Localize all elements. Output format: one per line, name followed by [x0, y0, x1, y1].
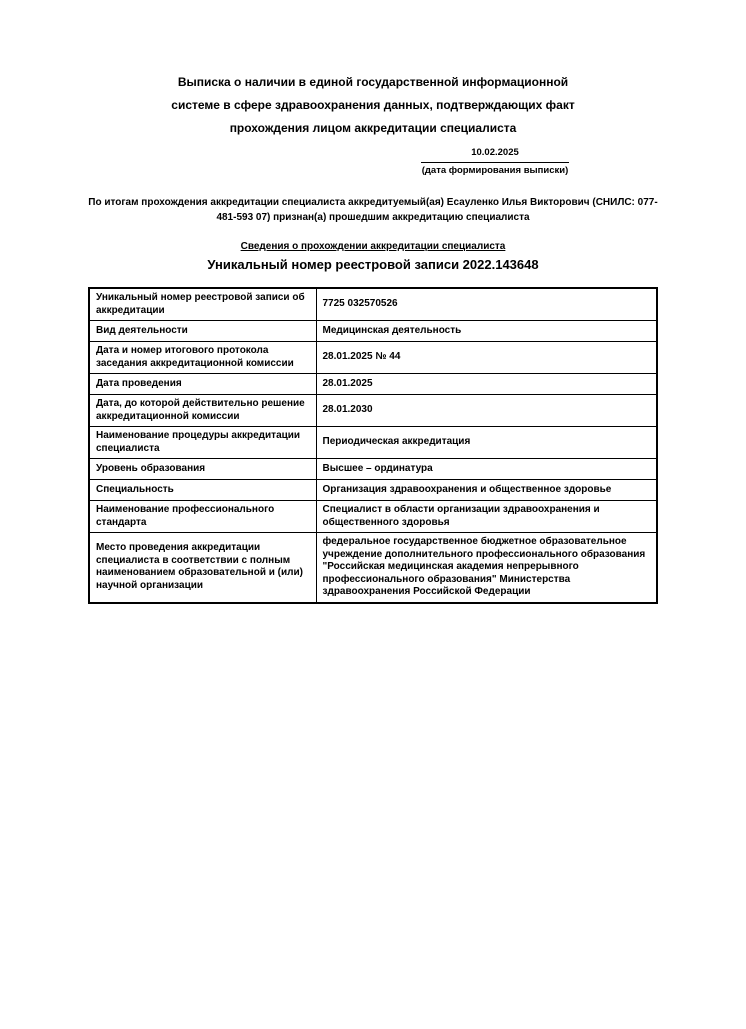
row-value: 28.01.2025 № 44	[316, 342, 657, 374]
table-row	[89, 427, 657, 459]
page-title-line-1: Выписка о наличии в единой государственной информационной	[177, 75, 569, 89]
row-value: Высшее – ординатура	[316, 459, 657, 480]
row-value: Организация здравоохранения и общественное здоровье	[316, 480, 657, 501]
row-value: 28.01.2030	[316, 395, 657, 427]
row-label: Дата и номер итогового протокола заседания аккредитационной комиссии	[89, 342, 316, 374]
table-row	[89, 342, 657, 374]
row-value: Специалист в области организации здравоохранения и общественного здоровья	[316, 501, 657, 533]
extract-date: 10.02.2025	[421, 147, 569, 163]
table-row	[89, 288, 657, 321]
row-label: Дата проведения	[89, 374, 316, 395]
row-label: Дата, до которой действительно решение аккредитационной комиссии	[89, 395, 316, 427]
table-row	[89, 533, 657, 603]
registry-number-heading: Уникальный номер реестровой записи 2022.143648	[207, 257, 539, 272]
section-heading: Сведения о прохождении аккредитации специалиста	[240, 241, 506, 252]
table-row	[89, 459, 657, 480]
table-row	[89, 480, 657, 501]
table-row	[89, 395, 657, 427]
row-value: Периодическая аккредитация	[316, 427, 657, 459]
table-row	[89, 374, 657, 395]
extract-date-block	[421, 147, 569, 177]
row-label: Вид деятельности	[89, 321, 316, 342]
table-row	[89, 321, 657, 342]
page-title-line-2: системе в сфере здравоохранения данных, подтверждающих факт	[171, 98, 575, 112]
row-value: Медицинская деятельность	[316, 321, 657, 342]
row-label: Наименование профессионального стандарта	[89, 501, 316, 533]
row-label: Место проведения аккредитации специалиста в соответствии с полным наименованием образовательной и (или) научной организации	[89, 533, 316, 603]
row-label: Уникальный номер реестровой записи об аккредитации	[89, 288, 316, 321]
table-row	[89, 501, 657, 533]
intro-paragraph: По итогам прохождения аккредитации специалиста аккредитуемый(ая) Есауленко Илья Викторович (СНИЛС: 077-481-593 07) признан(а) прошедшим аккредитацию специалиста	[88, 197, 658, 223]
row-label: Специальность	[89, 480, 316, 501]
row-label: Наименование процедуры аккредитации специалиста	[89, 427, 316, 459]
extract-date-caption: (дата формирования выписки)	[421, 165, 569, 176]
row-value: федеральное государственное бюджетное образовательное учреждение дополнительного профессионального образования "Российская медицинская академия непрерывного профессионального образования" Министерства здравоохранения Российской Федерации	[316, 533, 657, 603]
row-value: 7725 032570526	[316, 288, 657, 321]
page-title	[0, 71, 746, 140]
row-label: Уровень образования	[89, 459, 316, 480]
row-value: 28.01.2025	[316, 374, 657, 395]
page-title-line-3: прохождения лицом аккредитации специалиста	[229, 121, 517, 135]
accreditation-table	[88, 287, 658, 604]
